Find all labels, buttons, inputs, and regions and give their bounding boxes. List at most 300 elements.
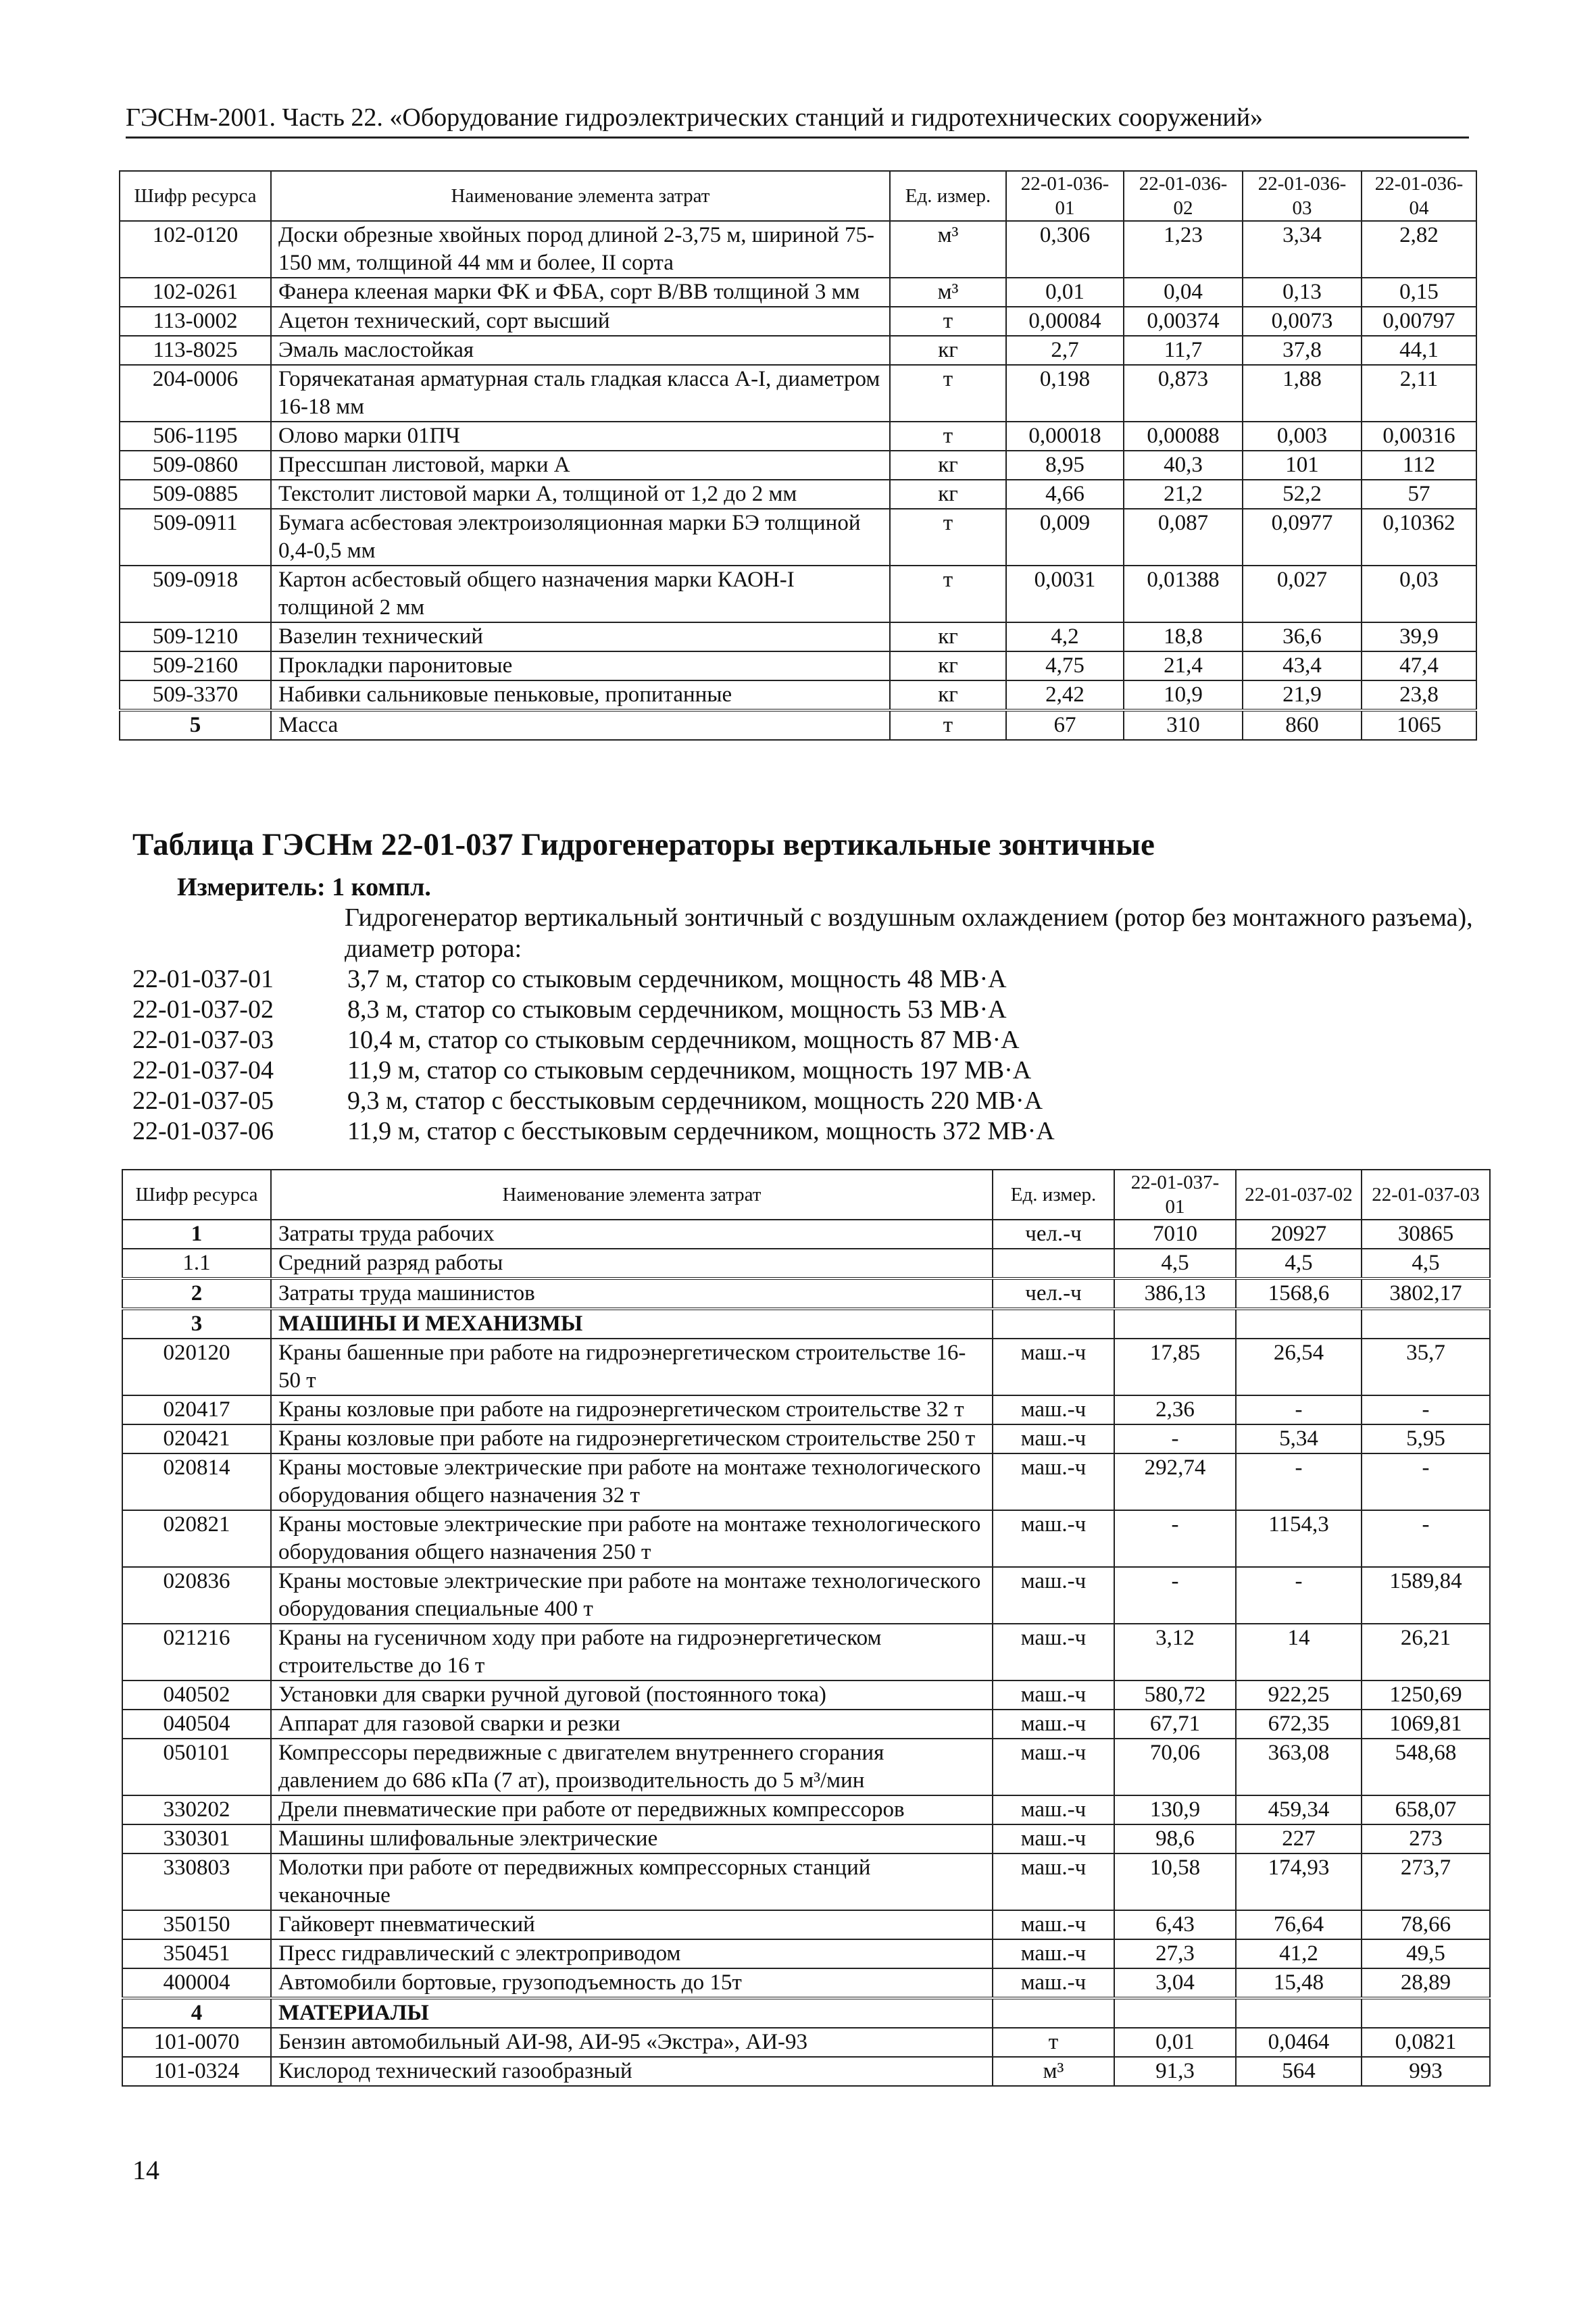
page-number: 14: [132, 2155, 159, 2185]
cell-value: 0,00088: [1124, 422, 1243, 451]
table-row: [122, 1220, 1490, 1249]
cell-value: 564: [1236, 2057, 1362, 2086]
cell-code: 020814: [122, 1453, 271, 1510]
cell-value: 27,3: [1114, 1939, 1236, 1968]
cell-value: 5,95: [1362, 1424, 1490, 1453]
table-row: [122, 1309, 1490, 1339]
cell-value: 28,89: [1362, 1968, 1490, 1998]
cell-value: 0,13: [1243, 278, 1362, 307]
cell-value: 101: [1243, 451, 1362, 480]
cell-value: 91,3: [1114, 2057, 1236, 2086]
table-row: [120, 221, 1476, 278]
cell-name: Бензин автомобильный АИ-98, АИ-95 «Экстра», АИ-93: [271, 2028, 993, 2057]
cell-name: Олово марки 01ПЧ: [271, 422, 890, 451]
cell-code: 021216: [122, 1624, 271, 1681]
cell-value: [1236, 1998, 1362, 2028]
cell-code: 509-2160: [120, 651, 271, 680]
cell-value: 40,3: [1124, 451, 1243, 480]
col-header-v2: 22-01-036-02: [1124, 171, 1243, 221]
cell-name: Текстолит листовой марки А, толщиной от 1,2 до 2 мм: [271, 480, 890, 509]
cell-value: 1069,81: [1362, 1710, 1490, 1739]
col-header-name: Наименование элемента затрат: [271, 171, 890, 221]
cell-value: 0,0073: [1243, 307, 1362, 336]
cell-value: 4,5: [1236, 1249, 1362, 1278]
cell-name: Пресс гидравлический с электроприводом: [271, 1939, 993, 1968]
table-row: [120, 480, 1476, 509]
cell-unit: маш.-ч: [993, 1910, 1114, 1939]
cell-value: 2,36: [1114, 1395, 1236, 1424]
cell-code: 509-0885: [120, 480, 271, 509]
cell-value: -: [1362, 1395, 1490, 1424]
cell-value: 44,1: [1362, 336, 1476, 365]
cell-value: 3,34: [1243, 221, 1362, 278]
cell-name: Доски обрезные хвойных пород длиной 2-3,75 м, шириной 75-150 мм, толщиной 44 мм и более, II сорта: [271, 221, 890, 278]
cell-name: Затраты труда машинистов: [271, 1278, 993, 1309]
cell-value: -: [1114, 1510, 1236, 1567]
col-header-code: Шифр ресурса: [120, 171, 271, 221]
cell-unit: маш.-ч: [993, 1710, 1114, 1739]
table-row: [122, 1939, 1490, 1968]
cell-value: [1114, 1309, 1236, 1339]
cell-code: 020421: [122, 1424, 271, 1453]
col-header-code: Шифр ресурса: [122, 1170, 271, 1220]
cell-code: 5: [120, 710, 271, 740]
variant-item: [132, 1055, 1484, 1086]
cell-code: 506-1195: [120, 422, 271, 451]
cell-value: 3,04: [1114, 1968, 1236, 1998]
cell-unit: кг: [890, 480, 1006, 509]
cell-unit: маш.-ч: [993, 1824, 1114, 1853]
cell-name: Компрессоры передвижные с двигателем внутреннего сгорания давлением до 686 кПа (7 ат), производительность до 5 м³/мин: [271, 1739, 993, 1795]
cell-unit: маш.-ч: [993, 1939, 1114, 1968]
variant-item: [132, 964, 1484, 995]
cell-name: Прессшпан листовой, марки А: [271, 451, 890, 480]
cell-unit: маш.-ч: [993, 1567, 1114, 1624]
cell-code: 350150: [122, 1910, 271, 1939]
cell-value: 57: [1362, 480, 1476, 509]
cell-name: Машины шлифовальные электрические: [271, 1824, 993, 1853]
cell-code: 020836: [122, 1567, 271, 1624]
variant-text: 3,7 м, статор со стыковым сердечником, мощность 48 МВ·А: [347, 965, 1007, 993]
col-header-unit: Ед. измер.: [890, 171, 1006, 221]
table-row: [122, 1453, 1490, 1510]
variant-text: 9,3 м, статор с бесстыковым сердечником, мощность 220 МВ·А: [347, 1087, 1043, 1115]
cell-value: 548,68: [1362, 1739, 1490, 1795]
cell-unit: т: [890, 566, 1006, 622]
cell-value: 0,0031: [1006, 566, 1124, 622]
table-title: Таблица ГЭСНм 22-01-037 Гидрогенераторы вертикальные зонтичные: [132, 827, 1155, 862]
cell-value: 49,5: [1362, 1939, 1490, 1968]
table-row: [122, 1624, 1490, 1681]
cell-code: 1.1: [122, 1249, 271, 1278]
variant-list: [132, 964, 1484, 1147]
table-row: [122, 1339, 1490, 1395]
table-row: [122, 1824, 1490, 1853]
cell-code: 330803: [122, 1853, 271, 1910]
table-row: [122, 1278, 1490, 1309]
cell-value: 6,43: [1114, 1910, 1236, 1939]
cell-value: 35,7: [1362, 1339, 1490, 1395]
table-row: [122, 1968, 1490, 1998]
cell-value: 26,21: [1362, 1624, 1490, 1681]
cell-name: Бумага асбестовая электроизоляционная марки БЭ толщиной 0,4-0,5 мм: [271, 509, 890, 566]
table-row: [120, 336, 1476, 365]
cell-name: Краны мостовые электрические при работе на монтаже технологического оборудования общего назначения 250 т: [271, 1510, 993, 1567]
variant-item: [132, 1025, 1484, 1055]
cell-unit: маш.-ч: [993, 1453, 1114, 1510]
cell-name: Масса: [271, 710, 890, 740]
cell-value: 39,9: [1362, 622, 1476, 651]
cell-unit: т: [890, 365, 1006, 422]
cell-value: 2,7: [1006, 336, 1124, 365]
cell-code: 020120: [122, 1339, 271, 1395]
cell-code: 509-0911: [120, 509, 271, 566]
cell-code: 040504: [122, 1710, 271, 1739]
cell-name: Гайковерт пневматический: [271, 1910, 993, 1939]
table-row: [122, 1395, 1490, 1424]
variant-text: 11,9 м, статор с бесстыковым сердечником, мощность 372 МВ·А: [347, 1117, 1055, 1145]
variant-code: 22-01-037-04: [132, 1056, 274, 1085]
cell-value: 0,0464: [1236, 2028, 1362, 2057]
resource-table-036: [119, 170, 1477, 741]
cell-value: 67: [1006, 710, 1124, 740]
cell-value: 0,198: [1006, 365, 1124, 422]
cell-value: 130,9: [1114, 1795, 1236, 1824]
table-row: [120, 566, 1476, 622]
cell-value: 36,6: [1243, 622, 1362, 651]
col-header-unit: Ед. измер.: [993, 1170, 1114, 1220]
cell-name: Молотки при работе от передвижных компрессорных станций чеканочные: [271, 1853, 993, 1910]
cell-name: Ацетон технический, сорт высший: [271, 307, 890, 336]
cell-value: -: [1236, 1395, 1362, 1424]
cell-value: 0,873: [1124, 365, 1243, 422]
cell-value: 52,2: [1243, 480, 1362, 509]
cell-value: 41,2: [1236, 1939, 1362, 1968]
cell-name: МАТЕРИАЛЫ: [271, 1998, 993, 2028]
variant-item: [132, 1086, 1484, 1116]
cell-unit: т: [890, 710, 1006, 740]
cell-value: 78,66: [1362, 1910, 1490, 1939]
table-row: [122, 1910, 1490, 1939]
cell-value: 0,01: [1006, 278, 1124, 307]
cell-value: -: [1236, 1453, 1362, 1510]
cell-unit: т: [890, 422, 1006, 451]
cell-name: Краны козловые при работе на гидроэнергетическом строительстве 32 т: [271, 1395, 993, 1424]
table-row: [122, 1681, 1490, 1710]
cell-unit: кг: [890, 336, 1006, 365]
cell-value: 4,5: [1362, 1249, 1490, 1278]
cell-code: 113-8025: [120, 336, 271, 365]
cell-value: 1589,84: [1362, 1567, 1490, 1624]
table-row: [122, 1853, 1490, 1910]
cell-code: 2: [122, 1278, 271, 1309]
cell-value: 2,82: [1362, 221, 1476, 278]
cell-value: [1362, 1998, 1490, 2028]
variant-item: [132, 995, 1484, 1025]
cell-value: 0,04: [1124, 278, 1243, 307]
cell-value: 8,95: [1006, 451, 1124, 480]
cell-value: 0,0821: [1362, 2028, 1490, 2057]
cell-code: 113-0002: [120, 307, 271, 336]
cell-value: 227: [1236, 1824, 1362, 1853]
cell-code: 350451: [122, 1939, 271, 1968]
variant-code: 22-01-037-02: [132, 995, 274, 1024]
cell-value: 993: [1362, 2057, 1490, 2086]
cell-value: -: [1362, 1510, 1490, 1567]
cell-value: 0,009: [1006, 509, 1124, 566]
cell-value: 0,027: [1243, 566, 1362, 622]
cell-value: 0,00797: [1362, 307, 1476, 336]
cell-value: 0,00374: [1124, 307, 1243, 336]
cell-code: 020417: [122, 1395, 271, 1424]
cell-value: 21,4: [1124, 651, 1243, 680]
cell-value: 0,15: [1362, 278, 1476, 307]
cell-value: 11,7: [1124, 336, 1243, 365]
cell-name: Краны мостовые электрические при работе на монтаже технологического оборудования общего назначения 32 т: [271, 1453, 993, 1510]
table-row: [120, 365, 1476, 422]
cell-code: 101-0070: [122, 2028, 271, 2057]
cell-value: 3802,17: [1362, 1278, 1490, 1309]
cell-value: 0,01: [1114, 2028, 1236, 2057]
cell-unit: маш.-ч: [993, 1853, 1114, 1910]
col-header-v4: 22-01-036-04: [1362, 171, 1476, 221]
cell-name: Затраты труда рабочих: [271, 1220, 993, 1249]
cell-value: 17,85: [1114, 1339, 1236, 1395]
table-row: [120, 710, 1476, 740]
table-row: [122, 1567, 1490, 1624]
cell-unit: маш.-ч: [993, 1795, 1114, 1824]
cell-unit: чел.-ч: [993, 1278, 1114, 1309]
cell-code: 330202: [122, 1795, 271, 1824]
cell-name: Аппарат для газовой сварки и резки: [271, 1710, 993, 1739]
table-row: [120, 422, 1476, 451]
resource-table-037: [122, 1169, 1491, 2087]
col-header-v3: 22-01-037-03: [1362, 1170, 1490, 1220]
cell-value: 310: [1124, 710, 1243, 740]
cell-unit: [993, 1998, 1114, 2028]
cell-unit: маш.-ч: [993, 1968, 1114, 1998]
table-row: [122, 1249, 1490, 1278]
cell-value: 0,0977: [1243, 509, 1362, 566]
cell-value: 4,75: [1006, 651, 1124, 680]
cell-value: 30865: [1362, 1220, 1490, 1249]
cell-value: 47,4: [1362, 651, 1476, 680]
cell-value: -: [1114, 1567, 1236, 1624]
cell-code: 330301: [122, 1824, 271, 1853]
cell-value: 21,9: [1243, 680, 1362, 710]
col-header-v3: 22-01-036-03: [1243, 171, 1362, 221]
cell-name: Дрели пневматические при работе от передвижных компрессоров: [271, 1795, 993, 1824]
cell-value: 0,00018: [1006, 422, 1124, 451]
cell-name: Вазелин технический: [271, 622, 890, 651]
cell-unit: маш.-ч: [993, 1510, 1114, 1567]
cell-code: 1: [122, 1220, 271, 1249]
cell-value: 1568,6: [1236, 1278, 1362, 1309]
cell-value: 4,5: [1114, 1249, 1236, 1278]
table-row: [120, 509, 1476, 566]
cell-value: 1250,69: [1362, 1681, 1490, 1710]
cell-value: 14: [1236, 1624, 1362, 1681]
cell-value: 1065: [1362, 710, 1476, 740]
variant-code: 22-01-037-01: [132, 965, 274, 993]
cell-value: -: [1114, 1424, 1236, 1453]
cell-code: 509-3370: [120, 680, 271, 710]
table-row: [122, 2028, 1490, 2057]
cell-name: Картон асбестовый общего назначения марки КАОН-I толщиной 2 мм: [271, 566, 890, 622]
cell-value: 67,71: [1114, 1710, 1236, 1739]
cell-value: 273,7: [1362, 1853, 1490, 1910]
cell-name: Эмаль маслостойкая: [271, 336, 890, 365]
col-header-v2: 22-01-037-02: [1236, 1170, 1362, 1220]
cell-unit: т: [890, 509, 1006, 566]
cell-unit: маш.-ч: [993, 1424, 1114, 1453]
variant-code: 22-01-037-03: [132, 1026, 274, 1054]
cell-value: 1,88: [1243, 365, 1362, 422]
col-header-v1: 22-01-037-01: [1114, 1170, 1236, 1220]
cell-value: 37,8: [1243, 336, 1362, 365]
table-row: [120, 451, 1476, 480]
cell-value: 23,8: [1362, 680, 1476, 710]
cell-name: Краны башенные при работе на гидроэнергетическом строительстве 16-50 т: [271, 1339, 993, 1395]
cell-value: 0,10362: [1362, 509, 1476, 566]
table-header-row: [120, 171, 1476, 221]
table-body: [120, 221, 1476, 740]
cell-code: 3: [122, 1309, 271, 1339]
cell-code: 102-0120: [120, 221, 271, 278]
cell-value: -: [1236, 1567, 1362, 1624]
cell-unit: маш.-ч: [993, 1739, 1114, 1795]
col-header-v1: 22-01-036-01: [1006, 171, 1124, 221]
cell-code: 509-1210: [120, 622, 271, 651]
cell-code: 400004: [122, 1968, 271, 1998]
cell-value: 43,4: [1243, 651, 1362, 680]
cell-code: 4: [122, 1998, 271, 2028]
cell-value: 2,11: [1362, 365, 1476, 422]
cell-value: 0,01388: [1124, 566, 1243, 622]
cell-value: 70,06: [1114, 1739, 1236, 1795]
col-header-name: Наименование элемента затрат: [271, 1170, 993, 1220]
cell-name: Фанера клееная марки ФК и ФБА, сорт В/ВВ толщиной 3 мм: [271, 278, 890, 307]
running-header: ГЭСНм-2001. Часть 22. «Оборудование гидроэлектрических станций и гидротехнических сооружений»: [126, 101, 1469, 139]
cell-value: 1154,3: [1236, 1510, 1362, 1567]
cell-value: 860: [1243, 710, 1362, 740]
table-row: [122, 1998, 1490, 2028]
cell-value: 0,003: [1243, 422, 1362, 451]
cell-value: 922,25: [1236, 1681, 1362, 1710]
cell-value: 273: [1362, 1824, 1490, 1853]
cell-value: 98,6: [1114, 1824, 1236, 1853]
cell-unit: [993, 1249, 1114, 1278]
cell-unit: м³: [890, 278, 1006, 307]
cell-value: 580,72: [1114, 1681, 1236, 1710]
cell-value: 76,64: [1236, 1910, 1362, 1939]
cell-unit: кг: [890, 651, 1006, 680]
cell-value: 20927: [1236, 1220, 1362, 1249]
cell-code: 204-0006: [120, 365, 271, 422]
table-row: [122, 1424, 1490, 1453]
cell-name: МАШИНЫ И МЕХАНИЗМЫ: [271, 1309, 993, 1339]
table-body: [122, 1220, 1490, 2086]
cell-value: 658,07: [1362, 1795, 1490, 1824]
cell-unit: кг: [890, 451, 1006, 480]
table-row: [122, 1795, 1490, 1824]
cell-unit: м³: [993, 2057, 1114, 2086]
cell-unit: маш.-ч: [993, 1681, 1114, 1710]
cell-value: 3,12: [1114, 1624, 1236, 1681]
cell-unit: маш.-ч: [993, 1339, 1114, 1395]
cell-value: 0,00084: [1006, 307, 1124, 336]
cell-value: 363,08: [1236, 1739, 1362, 1795]
cell-name: Средний разряд работы: [271, 1249, 993, 1278]
cell-value: 0,306: [1006, 221, 1124, 278]
cell-unit: т: [993, 2028, 1114, 2057]
table-row: [122, 1510, 1490, 1567]
table-row: [120, 278, 1476, 307]
cell-value: [1236, 1309, 1362, 1339]
variant-text: 11,9 м, статор со стыковым сердечником, мощность 197 МВ·А: [347, 1056, 1032, 1085]
cell-unit: кг: [890, 622, 1006, 651]
cell-value: 112: [1362, 451, 1476, 480]
cell-unit: [993, 1309, 1114, 1339]
cell-value: 459,34: [1236, 1795, 1362, 1824]
cell-name: Краны на гусеничном ходу при работе на гидроэнергетическом строительстве до 16 т: [271, 1624, 993, 1681]
cell-value: [1114, 1998, 1236, 2028]
cell-value: 0,087: [1124, 509, 1243, 566]
variant-item: [132, 1116, 1484, 1147]
cell-value: 0,00316: [1362, 422, 1476, 451]
cell-name: Краны мостовые электрические при работе на монтаже технологического оборудования специальные 400 т: [271, 1567, 993, 1624]
cell-code: 509-0918: [120, 566, 271, 622]
cell-value: 5,34: [1236, 1424, 1362, 1453]
cell-code: 040502: [122, 1681, 271, 1710]
cell-unit: т: [890, 307, 1006, 336]
cell-name: Прокладки паронитовые: [271, 651, 890, 680]
cell-value: 18,8: [1124, 622, 1243, 651]
cell-value: 15,48: [1236, 1968, 1362, 1998]
cell-code: 101-0324: [122, 2057, 271, 2086]
variant-text: 10,4 м, статор со стыковым сердечником, мощность 87 МВ·А: [347, 1026, 1020, 1054]
table-row: [120, 651, 1476, 680]
cell-unit: чел.-ч: [993, 1220, 1114, 1249]
measure-unit: Измеритель: 1 компл.: [177, 873, 431, 901]
cell-code: 050101: [122, 1739, 271, 1795]
cell-name: Набивки сальниковые пеньковые, пропитанные: [271, 680, 890, 710]
table-row: [120, 307, 1476, 336]
cell-value: 26,54: [1236, 1339, 1362, 1395]
table-header-row: [122, 1170, 1490, 1220]
variant-code: 22-01-037-06: [132, 1117, 274, 1145]
cell-value: 4,66: [1006, 480, 1124, 509]
variant-code: 22-01-037-05: [132, 1087, 274, 1115]
cell-value: 21,2: [1124, 480, 1243, 509]
cell-code: 509-0860: [120, 451, 271, 480]
cell-name: Кислород технический газообразный: [271, 2057, 993, 2086]
cell-value: 10,9: [1124, 680, 1243, 710]
table-row: [122, 1739, 1490, 1795]
cell-value: 4,2: [1006, 622, 1124, 651]
cell-code: 102-0261: [120, 278, 271, 307]
cell-unit: маш.-ч: [993, 1395, 1114, 1424]
cell-value: 386,13: [1114, 1278, 1236, 1309]
cell-unit: маш.-ч: [993, 1624, 1114, 1681]
cell-unit: м³: [890, 221, 1006, 278]
cell-value: 174,93: [1236, 1853, 1362, 1910]
table-row: [122, 1710, 1490, 1739]
cell-value: 0,03: [1362, 566, 1476, 622]
cell-name: Установки для сварки ручной дуговой (постоянного тока): [271, 1681, 993, 1710]
cell-value: 672,35: [1236, 1710, 1362, 1739]
table-row: [120, 622, 1476, 651]
